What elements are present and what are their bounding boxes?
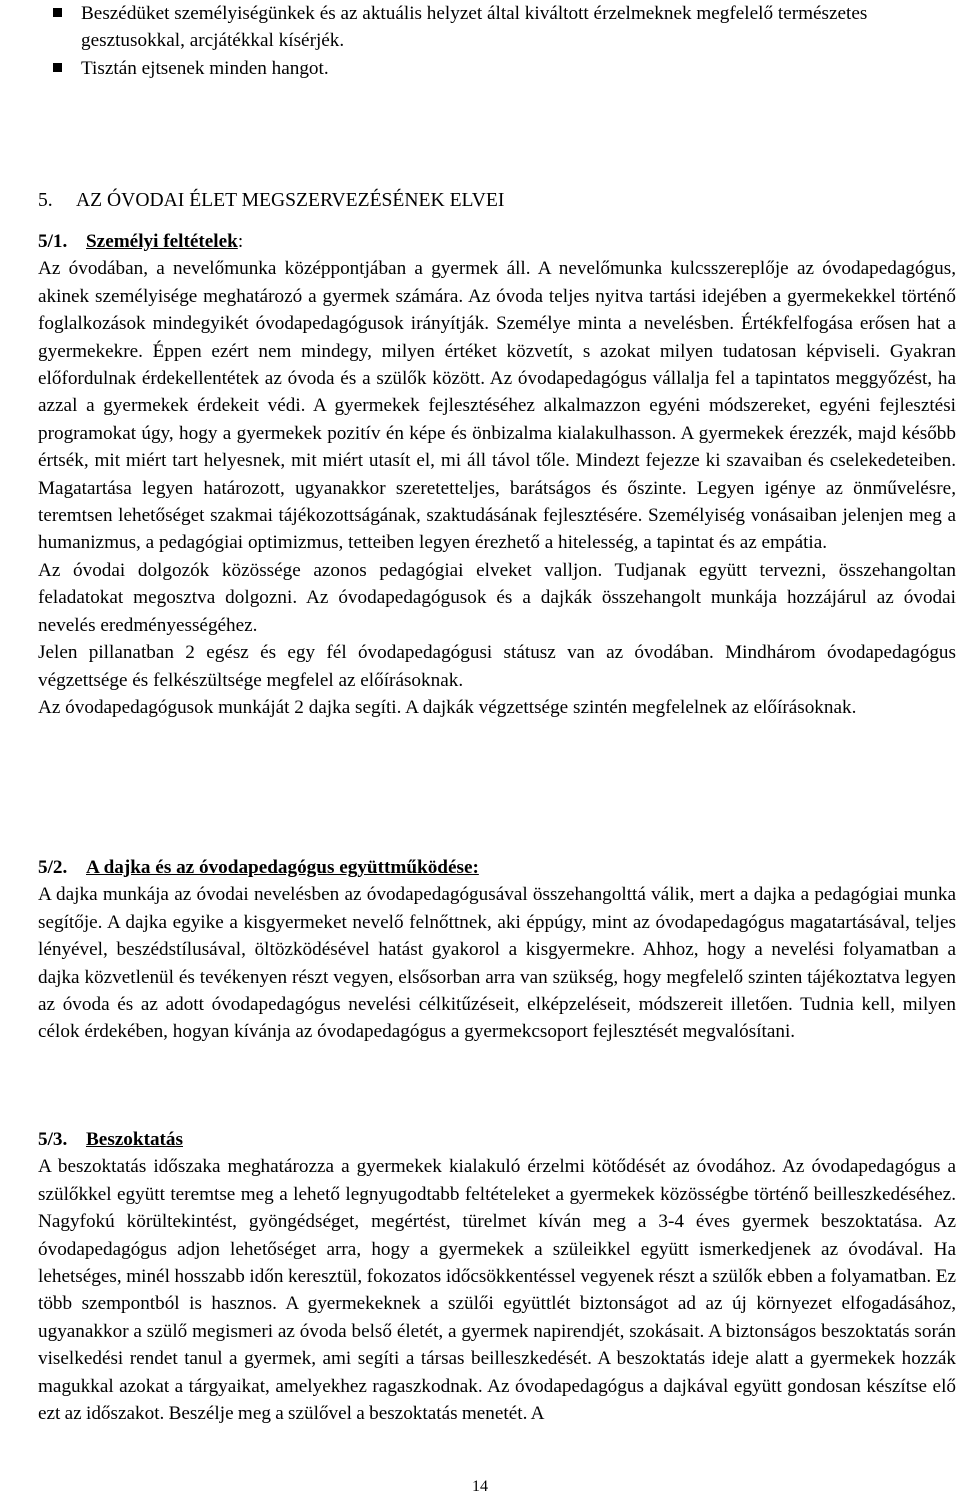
page-number: 14 [472,1478,488,1495]
chapter-title: AZ ÓVODAI ÉLET MEGSZERVEZÉSÉNEK ELVEI [76,190,505,211]
section-number: 5/3. [38,1129,68,1150]
bullet-item [81,0,956,55]
bullet-item [81,55,956,82]
square-bullet-icon [53,63,62,72]
section-title-colon: : [237,231,244,252]
section-title: Személyi feltételek [86,231,238,252]
section-number: 5/2. [38,857,68,878]
section-heading [38,854,956,881]
paragraph: Az óvodai dolgozók közössége azonos pedagógiai elveket valljon. Tudjanak együtt tervezni, összehangoltan feladatokat megosztva dolgozni. Az óvodapedagógusok és a dajkák összehangolt munkája hozzájárul az óvodai nevelés eredményességéhez. [38,559,956,636]
bullet-text: Tisztán ejtsenek minden hangot. [81,57,329,79]
section-personal-conditions [38,228,956,721]
section-heading [38,228,956,255]
paragraph: A beszoktatás időszaka meghatározza a gyermekek kialakuló érzelmi kötődését az óvodához. Az óvodapedagógus a szülőkkel együtt teremtse meg a lehető legnyugodtabb feltételeket a gyermekek közösségbe történő beilleszkedéséhez. Nagyfokú körültekintést, gyöngédséget, megértést, türelmet kíván meg a 3-4 éves gyermek beszoktatása. Az óvodapedagógus adjon lehetőséget arra, hogy a gyermekek a szüleikkel együtt ismerkedjenek az óvodával. Ha lehetséges, minél hosszabb időn keresztül, fokozatos időcsökkentéssel vegyenek részt a szülők ebben a folyamatban. Ez több szempontból is hasznos. A gyermekeknek a szülői együttlét biztonságot ad az új környezet elfogadásához, ugyanakkor a szülő megismeri az óvoda belső életét, a gyermek napirendjét, szokásait. A biztonságos beszoktatás során viselkedési rendet tanul a gyermek, ami segíti a társas beilleszkedését. A beszoktatás ideje alatt a gyermekek hozzák magukkal azokat a tárgyaikat, amelyekhez ragaszkodnak. Az óvodapedagógus a dajkával együtt gondosan készítse elő ezt az időszakot. Beszélje meg a szülővel a beszoktatás menetét. A [38,1156,956,1425]
paragraph: Az óvodában, a nevelőmunka középpontjában a gyermek áll. A nevelőmunka kulcsszereplője az óvodapedagógus, akinek személyisége meghatározó a gyermek számára. Az óvoda teljes nyitva tartási idejében a gyermekekkel történő foglalkozások mindegyikét óvodapedagógusok irányítják. Személye minta a nevelésben. Értékfelfogása erősen hat a gyermekekre. Éppen ezért nem mindegy, milyen értéket közvetít, s azokat milyen tudatosan képviseli. Gyakran előfordulnak érdekellentétek az óvoda és a szülők között. Az óvodapedagógus vállalja fel a tapintatos meggyőzést, ha azzal a gyermekek érdekeit védi. A gyermekek fejlesztéséhez alkalmazzon egyéni módszereket, egyéni fejlesztési programokat úgy, hogy a gyermekek pozitív én képe és önbizalma kialakulhasson. A gyermekek érezzék, majd később értsék, mit miért tart helyesnek, mit miért utasít el, mi áll távol tőle. Mindezt fejezze ki szavaiban és cselekedeteiben. Magatartása legyen határozott, ugyanakkor szeretetteljes, barátságos és őszinte. Legyen igénye az önművelésre, teremtsen lehetőséget szakmai tájékozottságának, szaktudásának fejlesztésére. Személyiség vonásaiban jelenjen meg a humanizmus, a pedagógiai optimizmus, tetteiben legyen érezhető a hitelesség, a tapintat és az empátia. [38,258,956,554]
paragraph: Az óvodapedagógusok munkáját 2 dajka segíti. A dajkák végzettsége szintén megfelelnek az előírásoknak. [38,696,857,718]
section-settling-in [38,1126,956,1427]
section-title: A dajka és az óvodapedagógus együttműködése: [86,857,479,878]
square-bullet-icon [53,8,62,17]
chapter-heading [38,187,504,214]
paragraph: Jelen pillanatban 2 egész és egy fél óvodapedagógusi státusz van az óvodában. Mindhárom óvodapedagógus végzettsége és felkészültsége megfelel az előírásoknak. [38,642,956,691]
bullet-text: Beszédüket személyiségünkek és az aktuális helyzet által kiváltott érzelmeknek megfelelő természetes gesztusokkal, arcjátékkal kísérjék. [81,3,868,52]
section-cooperation [38,854,956,1046]
section-heading [38,1126,956,1153]
bullet-list [81,0,956,82]
section-title: Beszoktatás [86,1129,183,1150]
paragraph: A dajka munkája az óvodai nevelésben az óvodapedagógusával összehangolttá válik, mert a dajka a pedagógiai munka segítője. A dajka egyike a kisgyermeket nevelő felnőttnek, aki éppúgy, mint az óvodapedagógus magatartásával, teljes lényével, beszédstílusával, öltözködésével hatást gyakorol a kisgyermekre. Ahhoz, hogy a nevelési folyamatban a dajka közvetlenül és tevékenyen részt vegyen, elsősorban arra van szükség, hogy megfelelő szinten tájékoztatva legyen az óvoda és az adott óvodapedagógus nevelési célkitűzéseit, elképzeléseit, módszereit illetően. Tudnia kell, milyen célok érdekében, hogyan kívánja az óvodapedagógus a gyermekcsoport fejlesztését megvalósítani. [38,884,956,1043]
section-number: 5/1. [38,231,68,252]
chapter-number: 5. [38,190,53,211]
